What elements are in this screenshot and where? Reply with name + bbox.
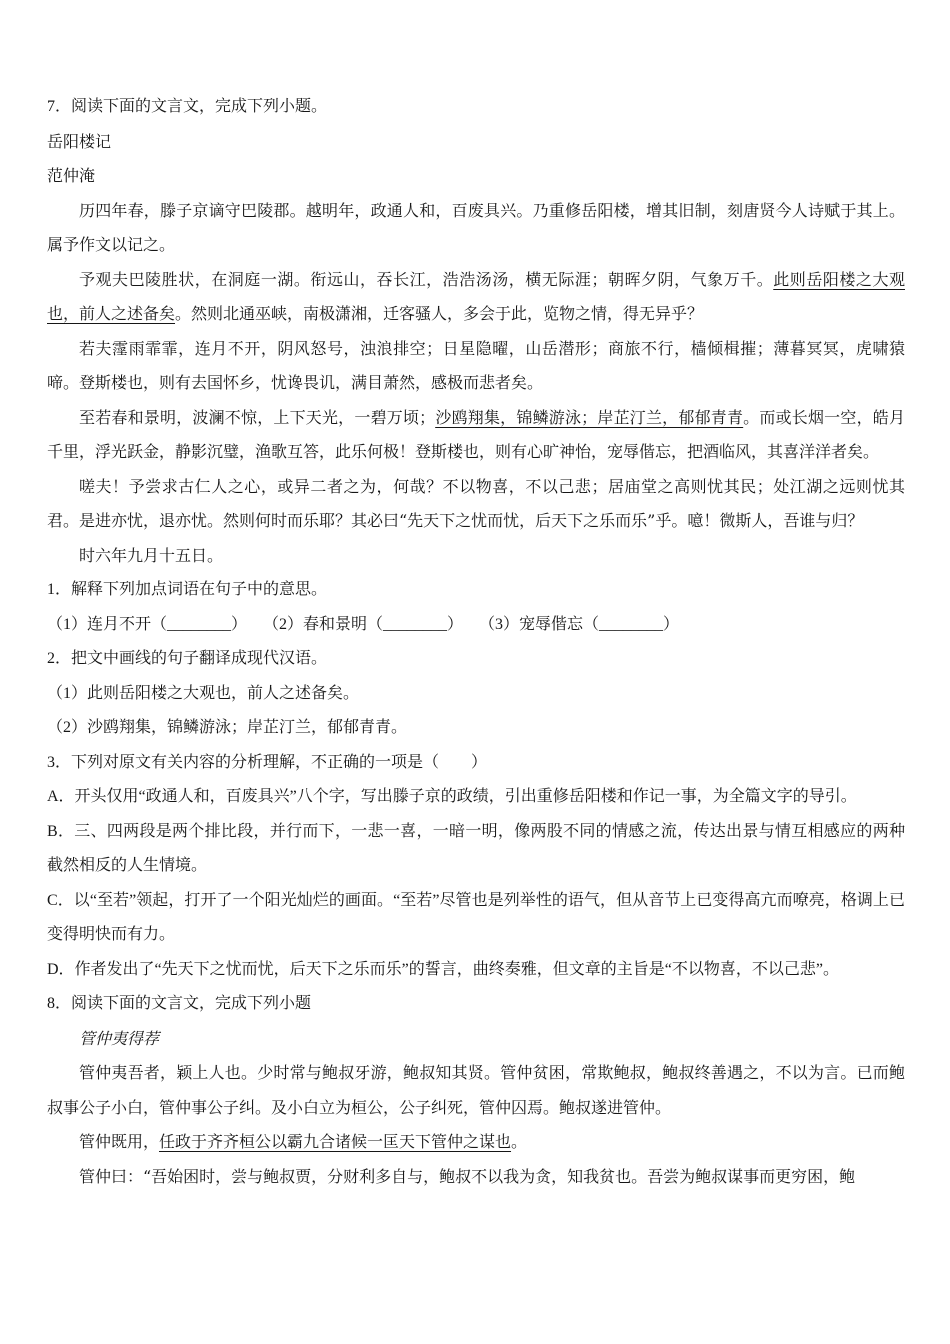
exam-document-content: [47, 90, 905, 1194]
text-run: 岳阳楼记: [47, 131, 112, 151]
text-run: D．作者发出了“先天下之忧而忧，后天下之乐而乐”的誓言，曲终奏雅，但文章的主旨是“不以物喜，不以己悲”。: [47, 960, 839, 978]
passage-title-yueyanglouji: [47, 125, 905, 160]
underlined-text: 沙鸥翔集，锦鳞游泳；岸芷汀兰，郁郁青青: [435, 407, 744, 427]
text-run: （2）沙鸥翔集，锦鳞游泳；岸芷汀兰，郁郁青青。: [47, 719, 408, 736]
text-run: 1．解释下列加点词语在句子中的意思。: [47, 581, 328, 598]
text-run: （1）连月不开（________） （2）春和景明（________） （3）宠辱偕忘（________）: [47, 615, 680, 633]
text-run: 。而或长烟一空，皓月千里，浮光跃金，静影沉璧，渔歌互答，此乐何极！登斯楼也，则有心旷神怡，宠辱偕忘，把酒临风，其喜洋洋者矣。: [47, 407, 905, 461]
text-run: 范仲淹: [47, 166, 96, 185]
question-8-stem: [47, 987, 905, 1022]
text-run: 3．下列对原文有关内容的分析理解，不正确的一项是（ ）: [47, 753, 488, 771]
question-3-option-c: [47, 884, 905, 953]
text-run: 2．把文中画线的句子翻译成现代汉语。: [47, 650, 328, 667]
text-run: A．开头仅用“政通人和，百废具兴”八个字，写出滕子京的政绩，引出重修岳阳楼和作记一事，为全篇文字的导引。: [47, 788, 857, 805]
question-3-option-d: [47, 953, 905, 988]
question-1-blanks: [47, 608, 905, 643]
text-run: 7．阅读下面的文言文，完成下列小题。: [47, 98, 328, 115]
text-run: 至若春和景明，波澜不惊，上下天光，一碧万顷；: [79, 407, 436, 427]
passage-para-6-date: [47, 539, 905, 574]
text-run: C．以“至若”领起，打开了一个阳光灿烂的画面。“至若”尽管也是列举性的语气，但从音节上已变得高亢而嘹亮，格调上已变得明快而有力。: [47, 891, 905, 943]
passage-para-2: [47, 263, 905, 332]
text-run: 。: [511, 1132, 528, 1151]
text-run: 予观夫巴陵胜状，在洞庭一湖。衔远山，吞长江，浩浩汤汤，横无际涯；朝晖夕阴，气象万千。: [79, 269, 774, 289]
text-run: 若夫霪雨霏霏，连月不开，阴风怒号，浊浪排空；日星隐曜，山岳潜形；商旅不行，樯倾楫摧；薄暮冥冥，虎啸猿啼。登斯楼也，则有去国怀乡，忧谗畏讥，满目萧然，感极而悲者矣。: [47, 338, 905, 392]
passage-para-1: [47, 194, 905, 263]
text-run: 管仲夷吾者，颖上人也。少时常与鲍叔牙游，鲍叔知其贤。管仲贫困，常欺鲍叔，鲍叔终善遇之，不以为言。已而鲍叔事公子小白，管仲事公子纠。及小白立为桓公，公子纠死，管仲囚焉。鲍叔遂进管仲。: [47, 1063, 905, 1117]
question-2-item-1: [47, 677, 905, 712]
passage-author-fanzhongyan: [47, 159, 905, 194]
text-run: B．三、四两段是两个排比段，并行而下，一悲一喜，一暗一明，像两股不同的情感之流，传达出景与情互相感应的两种截然相反的人生情境。: [47, 822, 905, 874]
question-3-option-b: [47, 815, 905, 884]
passage2-title-guanzhong: [47, 1022, 905, 1057]
text-run: 8．阅读下面的文言文，完成下列小题: [47, 995, 312, 1012]
text-run: 嗟夫！予尝求古仁人之心，或异二者之为，何哉？不以物喜，不以己悲；居庙堂之高则忧其民；处江湖之远则忧其君。是进亦忧，退亦忧。然则何时而乐耶？其必曰“先天下之忧而忧，后天下之乐而乐”乎。噫！微斯人，吾谁与归？: [47, 476, 905, 530]
passage2-para-2: [47, 1125, 905, 1160]
underlined-text: 任政于齐齐桓公以霸九合诸候一匡天下管仲之谋也: [159, 1132, 512, 1151]
passage2-para-1: [47, 1056, 905, 1125]
question-2-item-2: [47, 711, 905, 746]
text-run: 管仲夷得荐: [79, 1028, 160, 1048]
question-3-stem: [47, 746, 905, 781]
passage-para-4: [47, 401, 905, 470]
question-3-option-a: [47, 780, 905, 815]
question-1-stem: [47, 573, 905, 608]
passage-para-5: [47, 470, 905, 539]
text-run: 时六年九月十五日。: [79, 545, 224, 565]
text-run: 管仲曰：“吾始困时，尝与鲍叔贾，分财利多自与，鲍叔不以我为贪，知我贫也。吾尝为鲍叔谋事而更穷困，鲍: [79, 1166, 856, 1186]
passage-para-3: [47, 332, 905, 401]
text-run: （1）此则岳阳楼之大观也，前人之述备矣。: [47, 684, 360, 702]
question-7-stem: [47, 90, 905, 125]
question-2-stem: [47, 642, 905, 677]
text-run: 管仲既用，: [79, 1132, 160, 1151]
text-run: 历四年春，滕子京谪守巴陵郡。越明年，政通人和，百废具兴。乃重修岳阳楼，增其旧制，刻唐贤今人诗赋于其上。属予作文以记之。: [47, 200, 905, 254]
passage2-para-3: [47, 1160, 905, 1195]
underlined-text: 此则岳阳楼之大观也，前人之述备矣: [47, 269, 905, 323]
text-run: 。然则北通巫峡，南极潇湘，迁客骚人，多会于此，览物之情，得无异乎？: [175, 304, 704, 323]
